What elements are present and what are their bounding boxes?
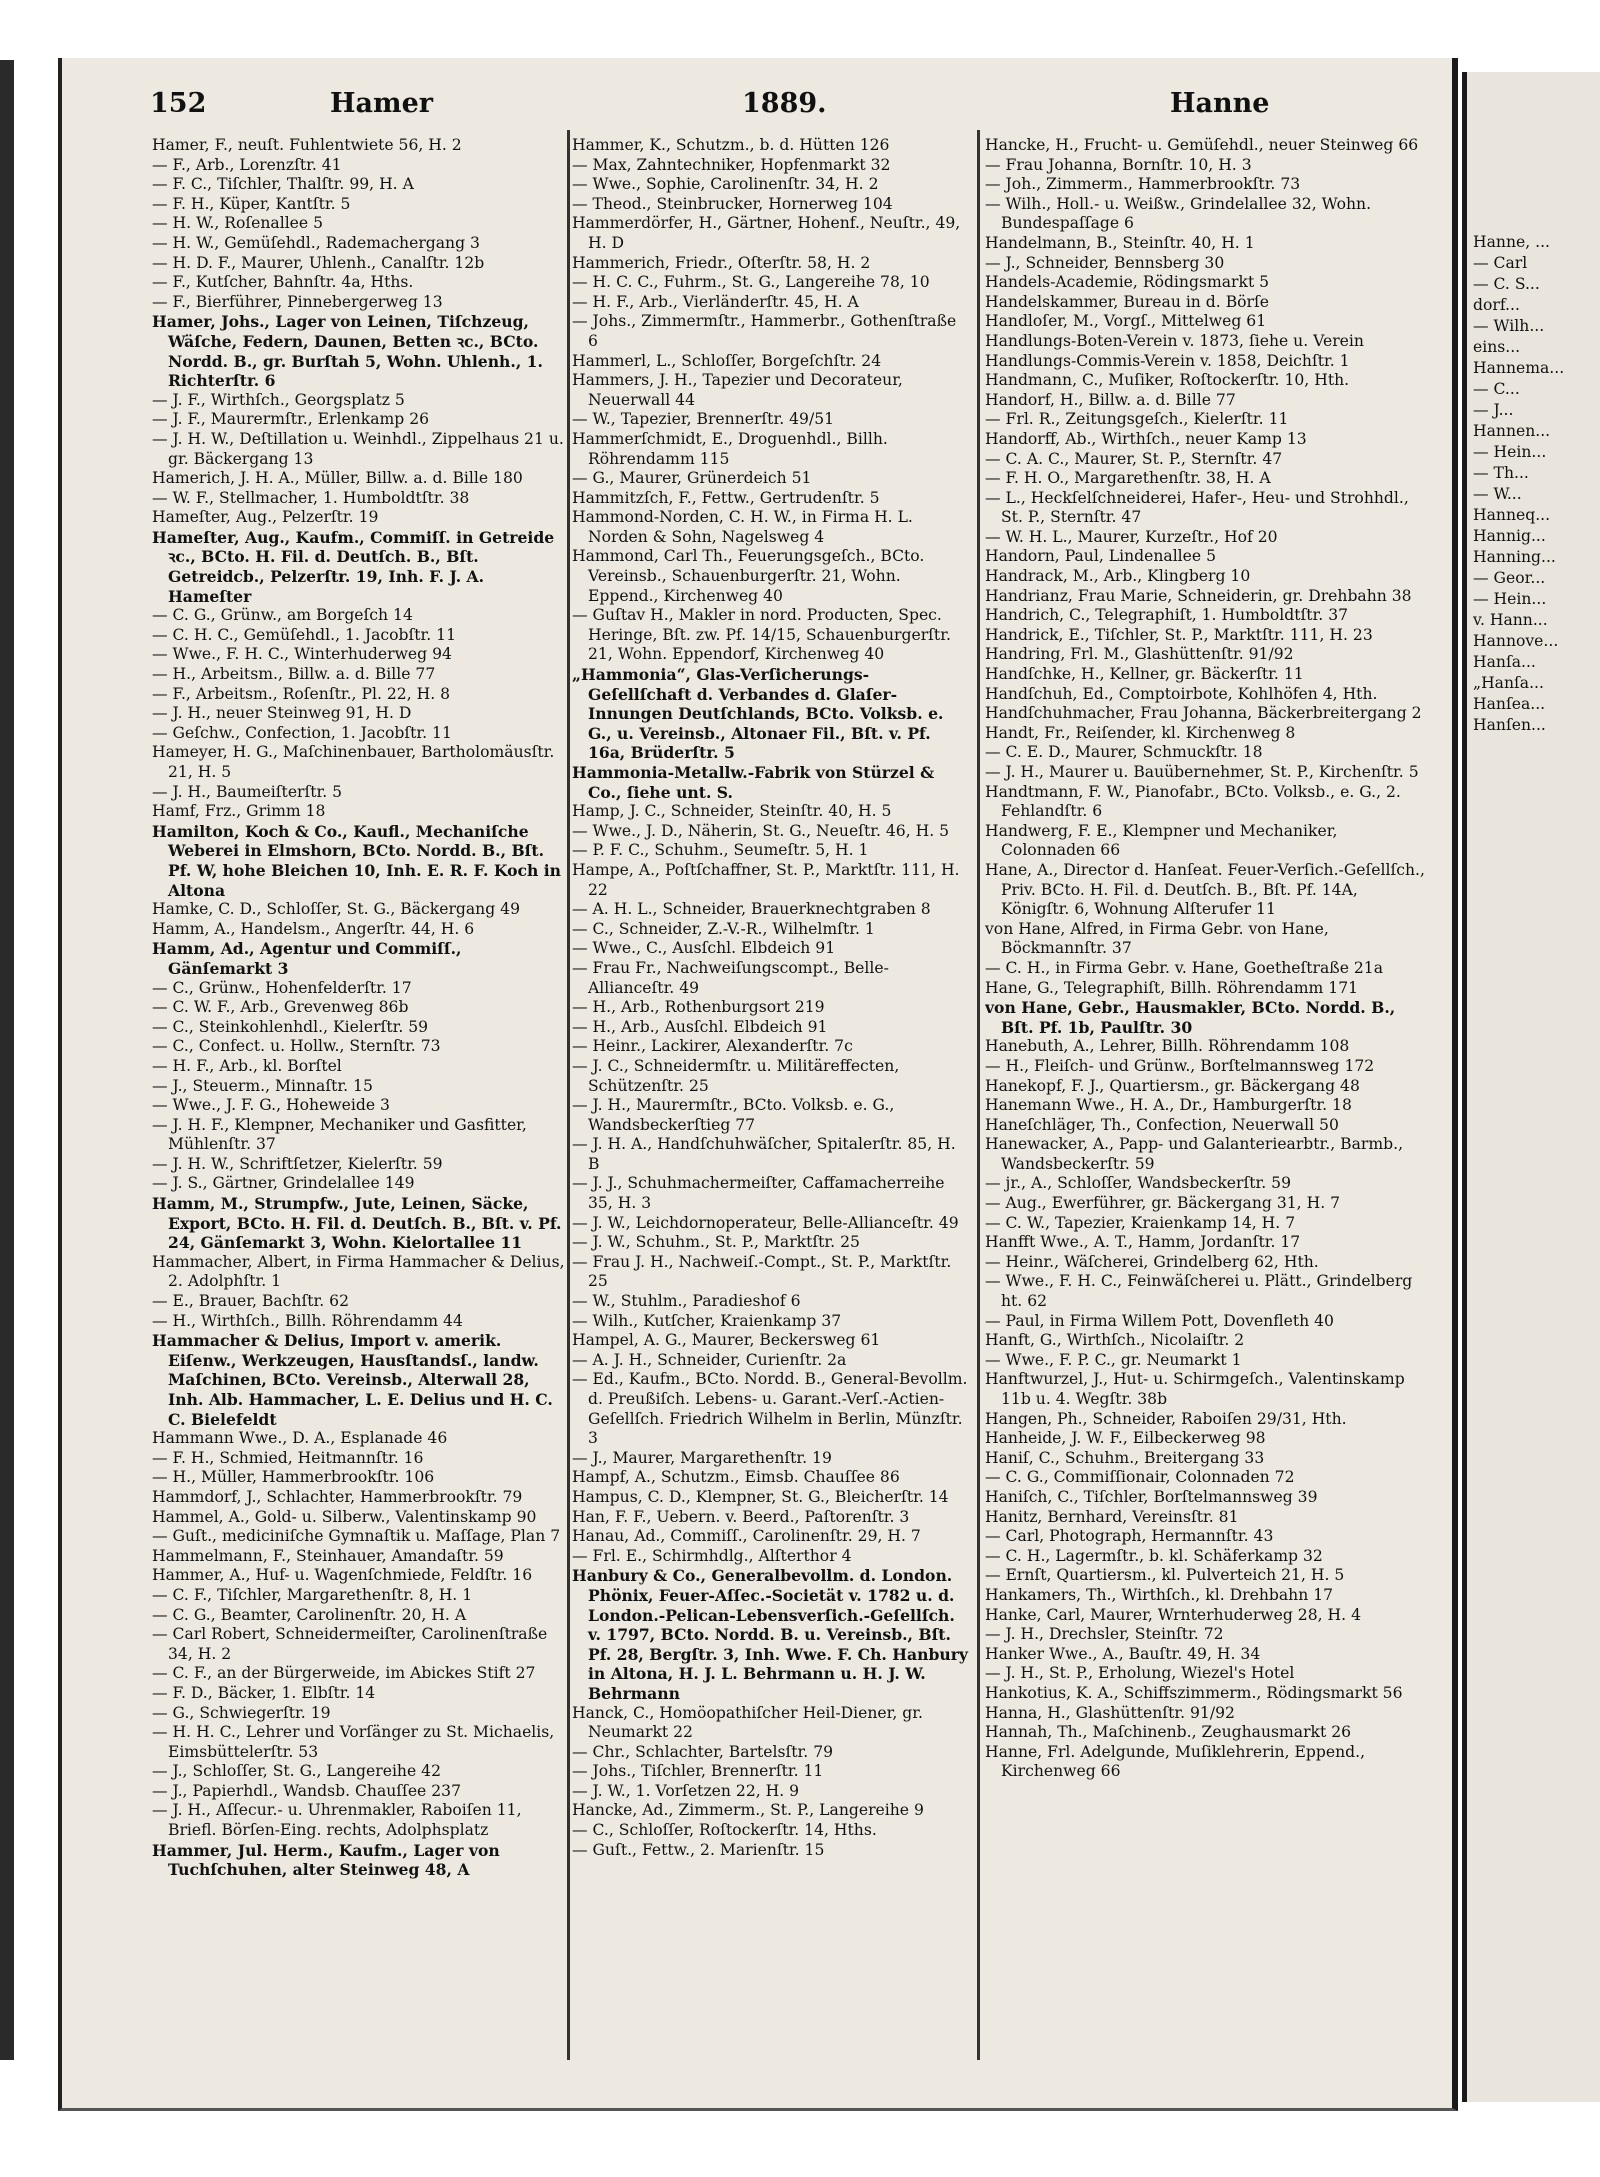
facing-page-fragment: eins... bbox=[1473, 338, 1521, 356]
directory-entry: Hanker Wwe., A., Bauſtr. 49, H. 34 bbox=[985, 1644, 1261, 1663]
directory-entry: Hanau, Ad., Commiſſ., Carolinenſtr. 29, H. 7 bbox=[572, 1527, 921, 1546]
directory-entry: — J. F., Maurermſtr., Erlenkamp 26 bbox=[152, 410, 430, 429]
directory-entry: Hanbury & Co., Generalbevollm. d. London. Phönix, Feuer-Aſſec.-Societät v. 1782 u. d. London.-Pelican-Lebensverſich.-Geſellſch. v. 1797, BCto. Nordd. B. u. Vereinsb., Bſt. Pf. 28, Bergſtr. 3, Inh. Wwe. F. Ch. Hanbury in Altona, H. J. L. Behrmann u. H. J. W. Behrmann bbox=[572, 1566, 968, 1703]
directory-column-1 bbox=[152, 136, 567, 2096]
directory-entry: — C. F., an der Bürgerweide, im Abickes Stift 27 bbox=[152, 1664, 536, 1683]
directory-entry: — C. G., Beamter, Carolinenſtr. 20, H. A bbox=[152, 1605, 467, 1624]
directory-entry: Hammerdörfer, H., Gärtner, Hohenf., Neuſtr., 49, H. D bbox=[572, 214, 961, 252]
directory-entry: — Heinr., Wäſcherei, Grindelberg 62, Hth. bbox=[985, 1252, 1319, 1271]
directory-entry: von Hane, Gebr., Hausmakler, BCto. Nordd. B., Bſt. Pf. 1b, Paulſtr. 30 bbox=[985, 998, 1396, 1037]
directory-entry: — jr., A., Schloſſer, Wandsbeckerſtr. 59 bbox=[985, 1174, 1291, 1193]
directory-entry: — F., Bierführer, Pinnebergerweg 13 bbox=[152, 292, 443, 311]
directory-entry: Hamm, A., Handelsm., Angerſtr. 44, H. 6 bbox=[152, 919, 475, 938]
directory-entry: — Frl. E., Schirmhdlg., Alſterthor 4 bbox=[572, 1546, 852, 1565]
directory-entry: — Theod., Steinbrucker, Hornerweg 104 bbox=[572, 194, 893, 213]
directory-entry: — J. J., Schuhmachermeiſter, Caffamacherreihe 35, H. 3 bbox=[572, 1174, 945, 1213]
directory-entry: Handelmann, B., Steinſtr. 40, H. 1 bbox=[985, 233, 1255, 252]
directory-entry: Hane, A., Director d. Hanſeat. Feuer-Verſich.-Geſellſch., Priv. BCto. H. Fil. d. Deutſch. B., Bſt. Pf. 14A, Königſtr. 6, Wohnung Alſterufer 11 bbox=[985, 860, 1425, 919]
directory-entry: Hanewacker, A., Papp- und Galanteriearbtr., Barmb., Wandsbeckerſtr. 59 bbox=[985, 1135, 1404, 1173]
directory-entry: — F. H., Schmied, Heitmannſtr. 16 bbox=[152, 1448, 424, 1467]
facing-page-fragment: — Wilh... bbox=[1473, 317, 1545, 335]
directory-entry: — Heinr., Lackirer, Alexanderſtr. 7c bbox=[572, 1037, 853, 1056]
directory-entry: — F. H. O., Margarethenſtr. 38, H. A bbox=[985, 469, 1271, 488]
directory-entry: Hammerl, L., Schloſſer, Borgeſchſtr. 24 bbox=[572, 351, 882, 370]
directory-entry: — Ed., Kaufm., BCto. Nordd. B., General-Bevollm. d. Preußiſch. Lebens- u. Garant.-Verſ.-Actien-Geſellſch. Friedrich Wilhelm in Berlin, Münzſtr. 3 bbox=[572, 1370, 968, 1448]
directory-entry: Hancke, H., Frucht- u. Gemüſehdl., neuer Steinweg 66 bbox=[985, 136, 1419, 154]
directory-entry: — C. G., Commiſſionair, Colonnaden 72 bbox=[985, 1468, 1295, 1487]
directory-entry: Handlungs-Boten-Verein v. 1873, ſiehe u. Verein bbox=[985, 331, 1364, 350]
directory-entry: — F. C., Tiſchler, Thalſtr. 99, H. A bbox=[152, 175, 414, 194]
directory-entry: — H., Fleiſch- und Grünw., Borſtelmannsweg 172 bbox=[985, 1056, 1375, 1075]
directory-entry: Handwerg, F. E., Klempner und Mechaniker, Colonnaden 66 bbox=[985, 821, 1338, 860]
directory-entry: — J. H., St. P., Erholung, Wiezel's Hotel bbox=[985, 1664, 1295, 1683]
directory-entry: — Wilh., Kutſcher, Kraienkamp 37 bbox=[572, 1311, 842, 1330]
directory-entry: Hammelmann, F., Steinhauer, Amandaſtr. 59 bbox=[152, 1546, 504, 1565]
directory-entry: — J. H., Maurermſtr., BCto. Volksb. e. G., Wandsbeckerſtieg 77 bbox=[572, 1096, 895, 1134]
directory-entry: Handlungs-Commis-Verein v. 1858, Deichſtr. 1 bbox=[985, 351, 1350, 370]
directory-entry: Hameſter, Aug., Pelzerſtr. 19 bbox=[152, 508, 379, 527]
directory-entry: Haneſchläger, Th., Confection, Neuerwall 50 bbox=[985, 1115, 1339, 1134]
facing-page-fragment: Hanneq... bbox=[1473, 506, 1551, 524]
directory-entry: — J. H., Maurer u. Bauübernehmer, St. P., Kirchenſtr. 5 bbox=[985, 763, 1419, 781]
directory-entry: — C. H. C., Gemüſehdl., 1. Jacobſtr. 11 bbox=[152, 625, 457, 644]
directory-entry: Hanck, C., Homöopathiſcher Heil-Diener, gr. Neumarkt 22 bbox=[572, 1703, 923, 1742]
directory-entry: — Frau Johanna, Bornſtr. 10, H. 3 bbox=[985, 155, 1252, 174]
directory-entry: — J. H. W., Schriftſetzer, Kielerſtr. 59 bbox=[152, 1154, 443, 1173]
directory-entry: Hammann Wwe., D. A., Esplanade 46 bbox=[152, 1429, 448, 1448]
facing-page-fragment: v. Hann... bbox=[1473, 611, 1548, 629]
directory-entry: Hampe, A., Poſtſchaffner, St. P., Marktſtr. 111, H. 22 bbox=[572, 860, 960, 899]
directory-entry: — Guſt., Fettw., 2. Marienſtr. 15 bbox=[572, 1840, 825, 1859]
directory-entry: — J. F., Wirthſch., Georgsplatz 5 bbox=[152, 390, 405, 409]
directory-entry: von Hane, Alfred, in Firma Gebr. von Hane, Böckmannſtr. 37 bbox=[985, 919, 1329, 958]
facing-page-fragment: — Hein... bbox=[1473, 443, 1547, 461]
directory-entry: Haniſ, C., Schuhm., Breitergang 33 bbox=[985, 1448, 1265, 1467]
directory-entry: — H. W., Roſenallee 5 bbox=[152, 214, 324, 233]
directory-entry: Handorn, Paul, Lindenallee 5 bbox=[985, 547, 1216, 566]
directory-entry: Hampel, A. G., Maurer, Beckersweg 61 bbox=[572, 1331, 881, 1350]
facing-page-fragment: Hanning... bbox=[1473, 548, 1556, 566]
right-running-head: Hanne bbox=[1170, 88, 1270, 119]
directory-entry: Hanna, H., Glashüttenſtr. 91/92 bbox=[985, 1703, 1235, 1722]
directory-entry: — J. H., Aſſecur.- u. Uhrenmakler, Raboiſen 11, Briefl. Börſen-Eing. rechts, Adolphsplatz bbox=[152, 1801, 522, 1840]
facing-page-fragment: — C. S... bbox=[1473, 275, 1540, 293]
directory-entry: — C. A. C., Maurer, St. P., Sternſtr. 47 bbox=[985, 449, 1283, 468]
facing-page-fragment: „Hanſa... bbox=[1473, 674, 1544, 692]
directory-entry: — J., Steuerm., Minnaſtr. 15 bbox=[152, 1076, 373, 1095]
directory-entry: Hanekopf, F. J., Quartiersm., gr. Bäckergang 48 bbox=[985, 1076, 1360, 1095]
directory-entry: Handſchke, H., Kellner, gr. Bäckerſtr. 11 bbox=[985, 665, 1304, 684]
directory-entry: — J., Maurer, Margarethenſtr. 19 bbox=[572, 1448, 832, 1467]
directory-entry: — Joh., Zimmerm., Hammerbrookſtr. 73 bbox=[985, 175, 1301, 194]
directory-column-2 bbox=[572, 136, 970, 2096]
directory-entry: Hammacher & Delius, Import v. amerik. Eiſenw., Werkzeugen, Hausſtandsſ., landw. Maſchinen, BCto. Vereinsb., Alterwall 28, Inh. Alb. Hammacher, L. E. Delius und H. C. C. Bielefeldt bbox=[152, 1331, 553, 1429]
directory-entry: — J. H., Baumeiſterſtr. 5 bbox=[152, 782, 343, 801]
facing-page-edge bbox=[1462, 72, 1600, 2102]
directory-entry: Hammerſchmidt, E., Droguenhdl., Billh. Röhrendamm 115 bbox=[572, 429, 888, 468]
directory-entry: — H. H. C., Lehrer und Vorſänger zu St. Michaelis, Eimsbüttelerſtr. 53 bbox=[152, 1723, 555, 1761]
directory-entry: — Wwe., F. H. C., Feinwäſcherei u. Plätt., Grindelberg ht. 62 bbox=[985, 1272, 1413, 1311]
facing-page-fragment: — Th... bbox=[1473, 464, 1529, 482]
directory-entry: Handorff, Ab., Wirthſch., neuer Kamp 13 bbox=[985, 429, 1307, 448]
directory-entry: — Johs., Zimmermſtr., Hammerbr., Gothenſtraße 6 bbox=[572, 312, 957, 350]
directory-entry: — C. W. F., Arb., Grevenweg 86b bbox=[152, 998, 409, 1017]
directory-entry: — C., Confect. u. Hollw., Sternſtr. 73 bbox=[152, 1037, 441, 1056]
directory-entry: Hammdorf, J., Schlachter, Hammerbrookſtr. 79 bbox=[152, 1487, 523, 1506]
directory-entry: — H., Müller, Hammerbrookſtr. 106 bbox=[152, 1468, 435, 1487]
directory-entry: — J., Papierhdl., Wandsb. Chauſſee 237 bbox=[152, 1781, 462, 1800]
directory-entry: Handſchuhmacher, Frau Johanna, Bäckerbreitergang 2 bbox=[985, 704, 1422, 723]
directory-entry: Hamerich, J. H. A., Müller, Billw. a. d. Bille 180 bbox=[152, 469, 523, 488]
directory-entry: — J. W., 1. Vorſetzen 22, H. 9 bbox=[572, 1781, 800, 1800]
directory-entry: Hammerich, Friedr., Oſterſtr. 58, H. 2 bbox=[572, 253, 871, 272]
directory-entry: Hangen, Ph., Schneider, Raboiſen 29/31, Hth. bbox=[985, 1409, 1347, 1428]
left-running-head: Hamer bbox=[330, 88, 433, 119]
directory-entry: — C. E. D., Maurer, Schmuckſtr. 18 bbox=[985, 743, 1263, 762]
directory-entry: — Max, Zahntechniker, Hopfenmarkt 32 bbox=[572, 155, 891, 174]
directory-entry: — P. F. C., Schuhm., Seumeſtr. 5, H. 1 bbox=[572, 841, 869, 860]
directory-entry: Hanftwurzel, J., Hut- u. Schirmgeſch., Valentinskamp 11b u. 4. Wegſtr. 38b bbox=[985, 1370, 1405, 1408]
year-heading: 1889. bbox=[742, 88, 827, 119]
directory-entry: — J. W., Leichdornoperateur, Belle-Allianceſtr. 49 bbox=[572, 1213, 959, 1232]
directory-entry: Handrick, E., Tiſchler, St. P., Marktſtr. 111, H. 23 bbox=[985, 625, 1373, 644]
directory-entry: — W. F., Stellmacher, 1. Humboldtſtr. 38 bbox=[152, 488, 470, 507]
facing-page-fragment: — J... bbox=[1473, 401, 1514, 419]
directory-entry: — W., Stuhlm., Paradieshof 6 bbox=[572, 1292, 801, 1311]
directory-entry: — Guſtav H., Makler in nord. Producten, Spec. Heringe, Bſt. zw. Pf. 14/15, Schauenburgerſtr. 21, Wohn. Eppendorf, Kirchenweg 40 bbox=[572, 606, 951, 664]
directory-entry: Hanne, Frl. Adelgunde, Muſiklehrerin, Eppend., Kirchenweg 66 bbox=[985, 1742, 1366, 1781]
directory-entry: — Wilh., Holl.- u. Weißw., Grindelallee 32, Wohn. Bundespaſſage 6 bbox=[985, 194, 1372, 233]
directory-entry: Handorf, H., Billw. a. d. Bille 77 bbox=[985, 390, 1236, 409]
directory-entry: — Wwe., F. P. C., gr. Neumarkt 1 bbox=[985, 1350, 1242, 1369]
facing-page-fragment: — Geor... bbox=[1473, 569, 1546, 587]
directory-entry: Hankotius, K. A., Schiffszimmerm., Rödingsmarkt 56 bbox=[985, 1683, 1403, 1702]
directory-entry: Hampf, A., Schutzm., Eimsb. Chauſſee 86 bbox=[572, 1468, 900, 1487]
directory-entry: Handmann, C., Muſiker, Roſtockerſtr. 10, Hth. bbox=[985, 371, 1350, 390]
directory-entry: — J. C., Schneidermſtr. u. Militäreffecten, Schützenſtr. 25 bbox=[572, 1056, 900, 1095]
facing-page-fragments bbox=[1473, 232, 1600, 736]
directory-entry: — C., Grünw., Hohenfelderſtr. 17 bbox=[152, 978, 412, 997]
facing-page-fragment: Hanne, ... bbox=[1473, 233, 1550, 251]
directory-entry: — J. H. W., Deſtillation u. Weinhdl., Zippelhaus 21 u. gr. Bäckergang 13 bbox=[152, 429, 564, 468]
directory-entry: Hanitz, Bernhard, Vereinsſtr. 81 bbox=[985, 1507, 1239, 1526]
directory-entry: — J., Schloſſer, St. G., Langereihe 42 bbox=[152, 1762, 442, 1781]
directory-entry: — J. W., Schuhm., St. P., Marktſtr. 25 bbox=[572, 1233, 860, 1252]
directory-entry: Hammonia-Metallw.-Fabrik von Stürzel & Co., ſiehe unt. S. bbox=[572, 763, 935, 802]
facing-page-fragment: Hannema... bbox=[1473, 359, 1565, 377]
directory-entry: Handſchuh, Ed., Comptoirbote, Kohlhöfen 4, Hth. bbox=[985, 684, 1378, 703]
directory-entry: Hamm, Ad., Agentur und Commiſſ., Gänſemarkt 3 bbox=[152, 939, 462, 978]
directory-entry: Hamer, F., neuſt. Fuhlentwiete 56, H. 2 bbox=[152, 136, 462, 154]
directory-entry: — Chr., Schlachter, Bartelsſtr. 79 bbox=[572, 1742, 834, 1761]
directory-entry: — Geſchw., Confection, 1. Jacobſtr. 11 bbox=[152, 723, 452, 742]
directory-entry: — F. D., Bäcker, 1. Elbſtr. 14 bbox=[152, 1683, 376, 1702]
directory-entry: — Carl, Photograph, Hermannſtr. 43 bbox=[985, 1527, 1274, 1546]
facing-page-fragment: Hanſen... bbox=[1473, 716, 1546, 734]
directory-entry: — H. F., Arb., kl. Borſtel bbox=[152, 1056, 342, 1075]
directory-entry: Handtmann, F. W., Pianofabr., BCto. Volksb., e. G., 2. Fehlandſtr. 6 bbox=[985, 782, 1401, 821]
facing-page-fragment: Hannove... bbox=[1473, 632, 1559, 650]
facing-page-fragment: — C... bbox=[1473, 380, 1520, 398]
directory-entry: — Wwe., Sophie, Carolinenſtr. 34, H. 2 bbox=[572, 175, 879, 194]
directory-entry: Hankamers, Th., Wirthſch., kl. Drehbahn 17 bbox=[985, 1585, 1334, 1604]
directory-entry: Handt, Fr., Reiſender, kl. Kirchenweg 8 bbox=[985, 723, 1296, 742]
directory-entry: — C., Schloſſer, Roſtockerſtr. 14, Hths. bbox=[572, 1821, 877, 1840]
directory-entry: — Guſt., mediciniſche Gymnaſtik u. Maſſage, Plan 7 bbox=[152, 1527, 561, 1546]
directory-entry: Hammond-Norden, C. H. W., in Firma H. L. Norden & Sohn, Nagelsweg 4 bbox=[572, 508, 913, 546]
directory-entry: — Ernſt, Quartiersm., kl. Pulverteich 21, H. 5 bbox=[985, 1566, 1345, 1585]
directory-entry: Hammers, J. H., Tapezier und Decorateur, Neuerwall 44 bbox=[572, 371, 903, 409]
directory-entry: — J. H. A., Handſchuhwäſcher, Spitalerſtr. 85, H. B bbox=[572, 1135, 956, 1173]
directory-entry: — G., Maurer, Grünerdeich 51 bbox=[572, 469, 812, 488]
directory-entry: — J. S., Gärtner, Grindelallee 149 bbox=[152, 1174, 415, 1193]
facing-page-fragment: Hannen... bbox=[1473, 422, 1551, 440]
directory-entry: Handrianz, Frau Marie, Schneiderin, gr. Drehbahn 38 bbox=[985, 586, 1412, 605]
page-number: 152 bbox=[150, 88, 207, 119]
directory-entry: Handelskammer, Bureau in d. Börſe bbox=[985, 292, 1270, 311]
directory-entry: Hammitzſch, F., Fettw., Gertrudenſtr. 5 bbox=[572, 488, 880, 507]
directory-entry: — G., Schwiegerſtr. 19 bbox=[152, 1703, 331, 1722]
directory-entry: — F., Arb., Lorenzſtr. 41 bbox=[152, 155, 342, 174]
directory-entry: Hampus, C. D., Klempner, St. G., Bleicherſtr. 14 bbox=[572, 1487, 949, 1506]
directory-entry: Hanebuth, A., Lehrer, Billh. Röhrendamm 108 bbox=[985, 1037, 1350, 1056]
directory-entry: — H., Arb., Rothenburgsort 219 bbox=[572, 998, 825, 1017]
directory-entry: — H. D. F., Maurer, Uhlenh., Canalſtr. 12b bbox=[152, 253, 485, 272]
directory-entry: Handrich, C., Telegraphiſt, 1. Humboldtſtr. 37 bbox=[985, 606, 1349, 625]
directory-entry: Hanke, Carl, Maurer, Wrnterhuderweg 28, H. 4 bbox=[985, 1605, 1361, 1624]
column-divider bbox=[977, 130, 980, 2060]
directory-entry: — C., Schneider, Z.-V.-R., Wilhelmſtr. 1 bbox=[572, 919, 875, 938]
directory-entry: Handloſer, M., Vorgſ., Mittelweg 61 bbox=[985, 312, 1267, 331]
directory-entry: Hanheide, J. W. F., Eilbeckerweg 98 bbox=[985, 1429, 1266, 1448]
facing-page-fragment: — Carl bbox=[1473, 254, 1528, 272]
directory-entry: Hannah, Th., Maſchinenb., Zeughausmarkt 26 bbox=[985, 1723, 1352, 1742]
directory-entry: — H., Arbeitsm., Billw. a. d. Bille 77 bbox=[152, 665, 436, 684]
directory-entry: Hamf, Frz., Grimm 18 bbox=[152, 802, 326, 821]
directory-entry: — F., Arbeitsm., Roſenſtr., Pl. 22, H. 8 bbox=[152, 684, 451, 703]
facing-page-fragment: Hannig... bbox=[1473, 527, 1546, 545]
directory-entry: Hamke, C. D., Schloſſer, St. G., Bäckergang 49 bbox=[152, 900, 520, 919]
directory-entry: Hancke, Ad., Zimmerm., St. P., Langereihe 9 bbox=[572, 1801, 924, 1820]
directory-entry: Hanfft Wwe., A. T., Hamm, Jordanſtr. 17 bbox=[985, 1233, 1301, 1252]
directory-entry: — Wwe., F. H. C., Winterhuderweg 94 bbox=[152, 645, 452, 664]
directory-entry: — Wwe., J. F. G., Hoheweide 3 bbox=[152, 1096, 390, 1115]
directory-entry: — F. H., Küper, Kantſtr. 5 bbox=[152, 194, 351, 213]
directory-entry: — Frau Fr., Nachweiſungscompt., Belle-Allianceſtr. 49 bbox=[572, 958, 889, 997]
directory-entry: Hamilton, Koch & Co., Kaufl., Mechaniſche Weberei in Elmshorn, BCto. Nordd. B., Bſt. Pf. W, hohe Bleichen 10, Inh. E. R. F. Koch in Altona bbox=[152, 821, 562, 900]
directory-entry: — C. H., in Firma Gebr. v. Hane, Goetheſtraße 21a bbox=[985, 958, 1384, 977]
directory-entry: — J. H. F., Klempner, Mechaniker und Gasfitter, Mühlenſtr. 37 bbox=[152, 1115, 527, 1154]
directory-entry: — F., Kutſcher, Bahnſtr. 4a, Hths. bbox=[152, 273, 414, 292]
directory-entry: Handels-Academie, Rödingsmarkt 5 bbox=[985, 273, 1270, 292]
directory-entry: Hammacher, Albert, in Firma Hammacher & Delius, 2. Adolphſtr. 1 bbox=[152, 1252, 565, 1291]
directory-entry: Hammer, Jul. Herm., Kaufm., Lager von Tuchſchuhen, alter Steinweg 48, A bbox=[152, 1840, 500, 1880]
directory-entry: — C., Steinkohlenhdl., Kielerſtr. 59 bbox=[152, 1017, 429, 1036]
directory-entry: — H. C. C., Fuhrm., St. G., Langereihe 78, 10 bbox=[572, 273, 930, 292]
facing-page-fragment: — Hein... bbox=[1473, 590, 1547, 608]
facing-page-fragment: Hanſea... bbox=[1473, 695, 1546, 713]
directory-entry: — Wwe., C., Ausſchl. Elbdeich 91 bbox=[572, 939, 836, 958]
directory-entry: — Carl Robert, Schneidermeiſter, Carolinenſtraße 34, H. 2 bbox=[152, 1625, 548, 1663]
directory-entry: — Frau J. H., Nachweiſ.-Compt., St. P., Marktſtr. 25 bbox=[572, 1252, 952, 1291]
directory-entry: — Wwe., J. D., Näherin, St. G., Neueſtr. 46, H. 5 bbox=[572, 821, 950, 840]
directory-entry: Hamer, Johs., Lager von Leinen, Tiſchzeug, Wäſche, Federn, Daunen, Betten ꝛc., BCto. Nordd. B., gr. Burſtah 5, Wohn. Uhlenh., 1. Richterſtr. 6 bbox=[152, 312, 543, 391]
column-divider bbox=[567, 130, 570, 2060]
directory-entry: „Hammonia“, Glas-Verſicherungs-Geſellſchaft d. Verbandes d. Glaſer-Innungen Deutſchlands, BCto. Volksb. e. G., u. Vereinsb., Altonaer Fil., Bſt. v. Pf. 16a, Brüderſtr. 5 bbox=[572, 665, 944, 763]
directory-entry: — C. H., Lagermſtr., b. kl. Schäferkamp 32 bbox=[985, 1546, 1323, 1565]
book-spine-shadow bbox=[0, 60, 14, 2060]
directory-entry: — H., Arb., Ausſchl. Elbdeich 91 bbox=[572, 1017, 828, 1036]
directory-entry: — A. J. H., Schneider, Curienſtr. 2a bbox=[572, 1350, 847, 1369]
directory-entry: Hameſter, Aug., Kaufm., Commiſſ. in Getreide ꝛc., BCto. H. Fil. d. Deutſch. B., Bſt. Getreidcb., Pelzerſtr. 19, Inh. F. J. A. Hameſter bbox=[152, 527, 555, 606]
directory-entry: Hammer, A., Huf- u. Wagenſchmiede, Feldſtr. 16 bbox=[152, 1566, 533, 1585]
directory-entry: — Frl. R., Zeitungsgeſch., Kielerſtr. 11 bbox=[985, 410, 1289, 429]
directory-entry: Hanemann Wwe., H. A., Dr., Hamburgerſtr. 18 bbox=[985, 1096, 1352, 1115]
directory-entry: Hammond, Carl Th., Feuerungsgeſch., BCto. Vereinsb., Schauenburgerſtr. 21, Wohn. Eppend., Kirchenweg 40 bbox=[572, 547, 925, 605]
facing-page-fragment: Hanſa... bbox=[1473, 653, 1536, 671]
directory-entry: — Paul, in Firma Willem Pott, Dovenfleth 40 bbox=[985, 1311, 1334, 1330]
directory-entry: — H., Wirthſch., Billh. Röhrendamm 44 bbox=[152, 1311, 463, 1330]
directory-entry: — C. W., Tapezier, Kraienkamp 14, H. 7 bbox=[985, 1213, 1296, 1232]
directory-entry: — Johs., Tiſchler, Brennerſtr. 11 bbox=[572, 1762, 824, 1781]
directory-entry: — H. F., Arb., Vierländerſtr. 45, H. A bbox=[572, 292, 859, 311]
directory-entry: Haniſch, C., Tiſchler, Borſtelmannsweg 39 bbox=[985, 1487, 1318, 1506]
directory-entry: Han, F. F., Uebern. v. Beerd., Paſtorenſtr. 3 bbox=[572, 1507, 910, 1526]
directory-entry: Hanft, G., Wirthſch., Nicolaiſtr. 2 bbox=[985, 1331, 1245, 1350]
directory-entry: Hamp, J. C., Schneider, Steinſtr. 40, H. 5 bbox=[572, 802, 892, 821]
directory-entry: Hameyer, H. G., Maſchinenbauer, Bartholomäusſtr. 21, H. 5 bbox=[152, 743, 555, 781]
directory-entry: Handrack, M., Arb., Klingberg 10 bbox=[985, 567, 1251, 586]
directory-entry: — L., Heckſelſchneiderei, Hafer-, Heu- und Strohhdl., St. P., Sternſtr. 47 bbox=[985, 488, 1409, 527]
directory-entry: — J., Schneider, Bennsberg 30 bbox=[985, 253, 1225, 272]
directory-entry: — W., Tapezier, Brennerſtr. 49/51 bbox=[572, 410, 835, 429]
directory-entry: — J. H., neuer Steinweg 91, H. D bbox=[152, 704, 412, 723]
directory-entry: Hammel, A., Gold- u. Silberw., Valentinskamp 90 bbox=[152, 1507, 537, 1526]
directory-entry: — W. H. L., Maurer, Kurzeſtr., Hof 20 bbox=[985, 527, 1278, 546]
directory-entry: — A. H. L., Schneider, Brauerknechtgraben 8 bbox=[572, 900, 931, 919]
facing-page-fragment: dorf... bbox=[1473, 296, 1520, 314]
directory-entry: — C. F., Tiſchler, Margarethenſtr. 8, H. 1 bbox=[152, 1585, 473, 1604]
directory-entry: — J. H., Drechsler, Steinſtr. 72 bbox=[985, 1625, 1224, 1644]
directory-entry: — C. G., Grünw., am Borgeſch 14 bbox=[152, 606, 413, 625]
directory-entry: — H. W., Gemüſehdl., Rademachergang 3 bbox=[152, 233, 480, 252]
directory-entry: Hamm, M., Strumpfw., Jute, Leinen, Säcke, Export, BCto. H. Fil. d. Deutſch. B., Bſt. v. Pf. 24, Gänſemarkt 3, Wohn. Kielortallee 11 bbox=[152, 1194, 562, 1253]
directory-entry: Handring, Frl. M., Glashüttenſtr. 91/92 bbox=[985, 645, 1294, 664]
directory-entry: Hammer, K., Schutzm., b. d. Hütten 126 bbox=[572, 136, 890, 154]
facing-page-fragment: — W... bbox=[1473, 485, 1522, 503]
directory-entry: — E., Brauer, Bachſtr. 62 bbox=[152, 1292, 350, 1311]
directory-entry: Hane, G., Telegraphiſt, Billh. Röhrendamm 171 bbox=[985, 978, 1359, 997]
directory-column-3 bbox=[985, 136, 1425, 2096]
directory-entry: — Aug., Ewerführer, gr. Bäckergang 31, H. 7 bbox=[985, 1194, 1341, 1213]
